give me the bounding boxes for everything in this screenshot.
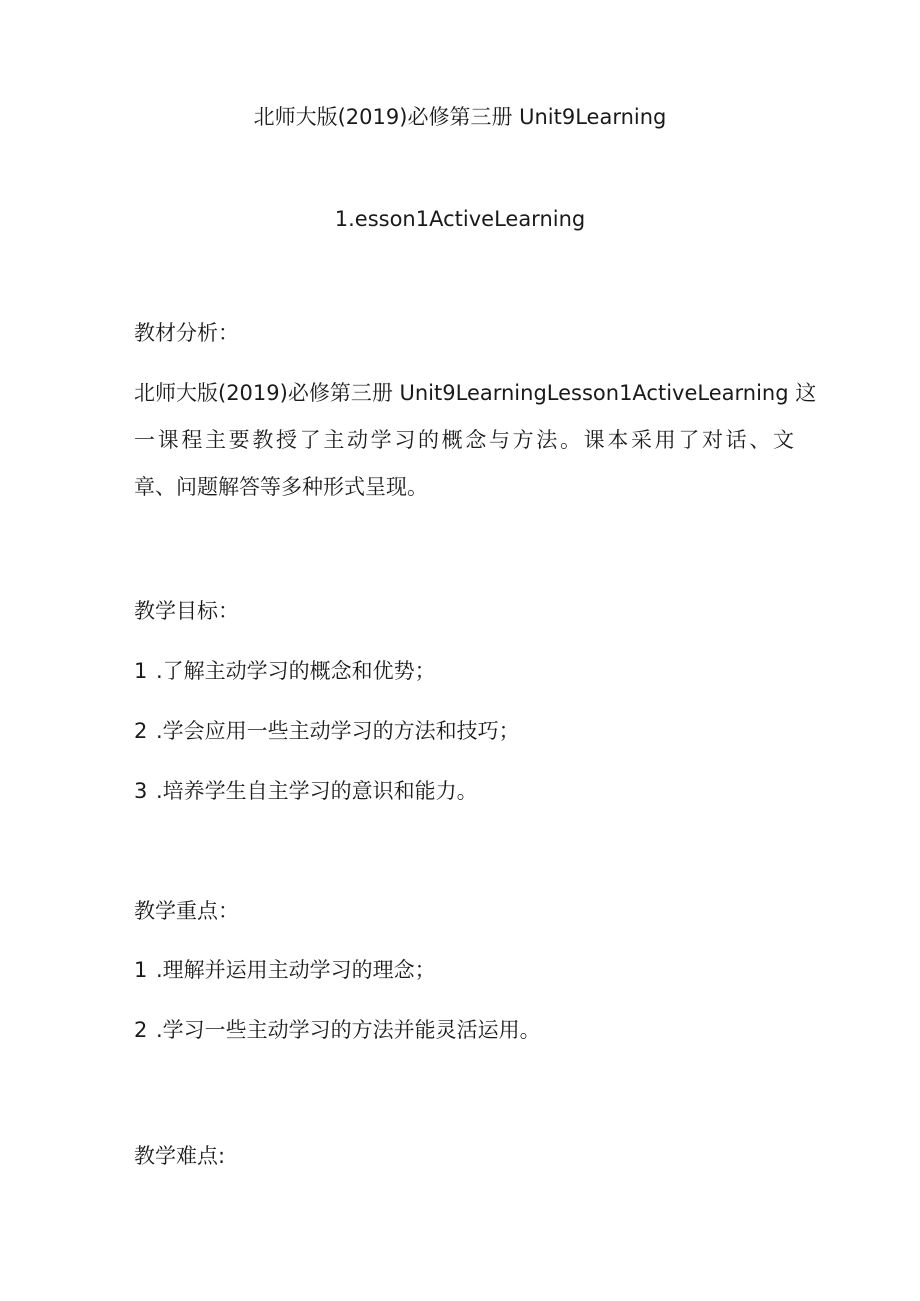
key-point-text: .学习一些主动学习的方法并能灵活运用。 (156, 1018, 541, 1042)
key-point-number: 1 (134, 958, 148, 982)
analysis-line: 章、问题解答等多种形式呈现。 (134, 475, 428, 499)
analysis-heading: 教材分析： (134, 321, 239, 345)
objective-item (134, 776, 794, 806)
key-point-text: .理解并运用主动学习的理念； (156, 958, 436, 982)
objective-item (134, 656, 794, 686)
objective-number: 2 (134, 719, 148, 743)
analysis-line: 北师大版(2019)必修第三册 Unit9LearningLesson1ActiveLearning 这 (134, 381, 817, 405)
key-point-item (134, 955, 794, 985)
lesson-subtitle: 1.esson1ActiveLearning (334, 207, 586, 231)
objective-text: .培养学生自主学习的意识和能力。 (156, 779, 478, 803)
objective-number: 3 (134, 779, 148, 803)
objective-item (134, 716, 794, 746)
analysis-paragraph (134, 378, 817, 519)
objective-number: 1 (134, 659, 148, 683)
key-points-heading: 教学重点： (134, 899, 239, 923)
key-point-item (134, 1015, 794, 1045)
document-title: 北师大版(2019)必修第三册 Unit9Learning (253, 105, 667, 129)
objectives-heading: 教学目标： (134, 599, 239, 623)
key-point-number: 2 (134, 1018, 148, 1042)
objective-text: .了解主动学习的概念和优势； (156, 659, 436, 683)
difficulties-heading: 教学难点: (134, 1144, 226, 1168)
objective-text: .学会应用一些主动学习的方法和技巧； (156, 719, 520, 743)
analysis-line: 一课程主要教授了主动学习的概念与方法。课本采用了对话、文 (134, 428, 794, 452)
